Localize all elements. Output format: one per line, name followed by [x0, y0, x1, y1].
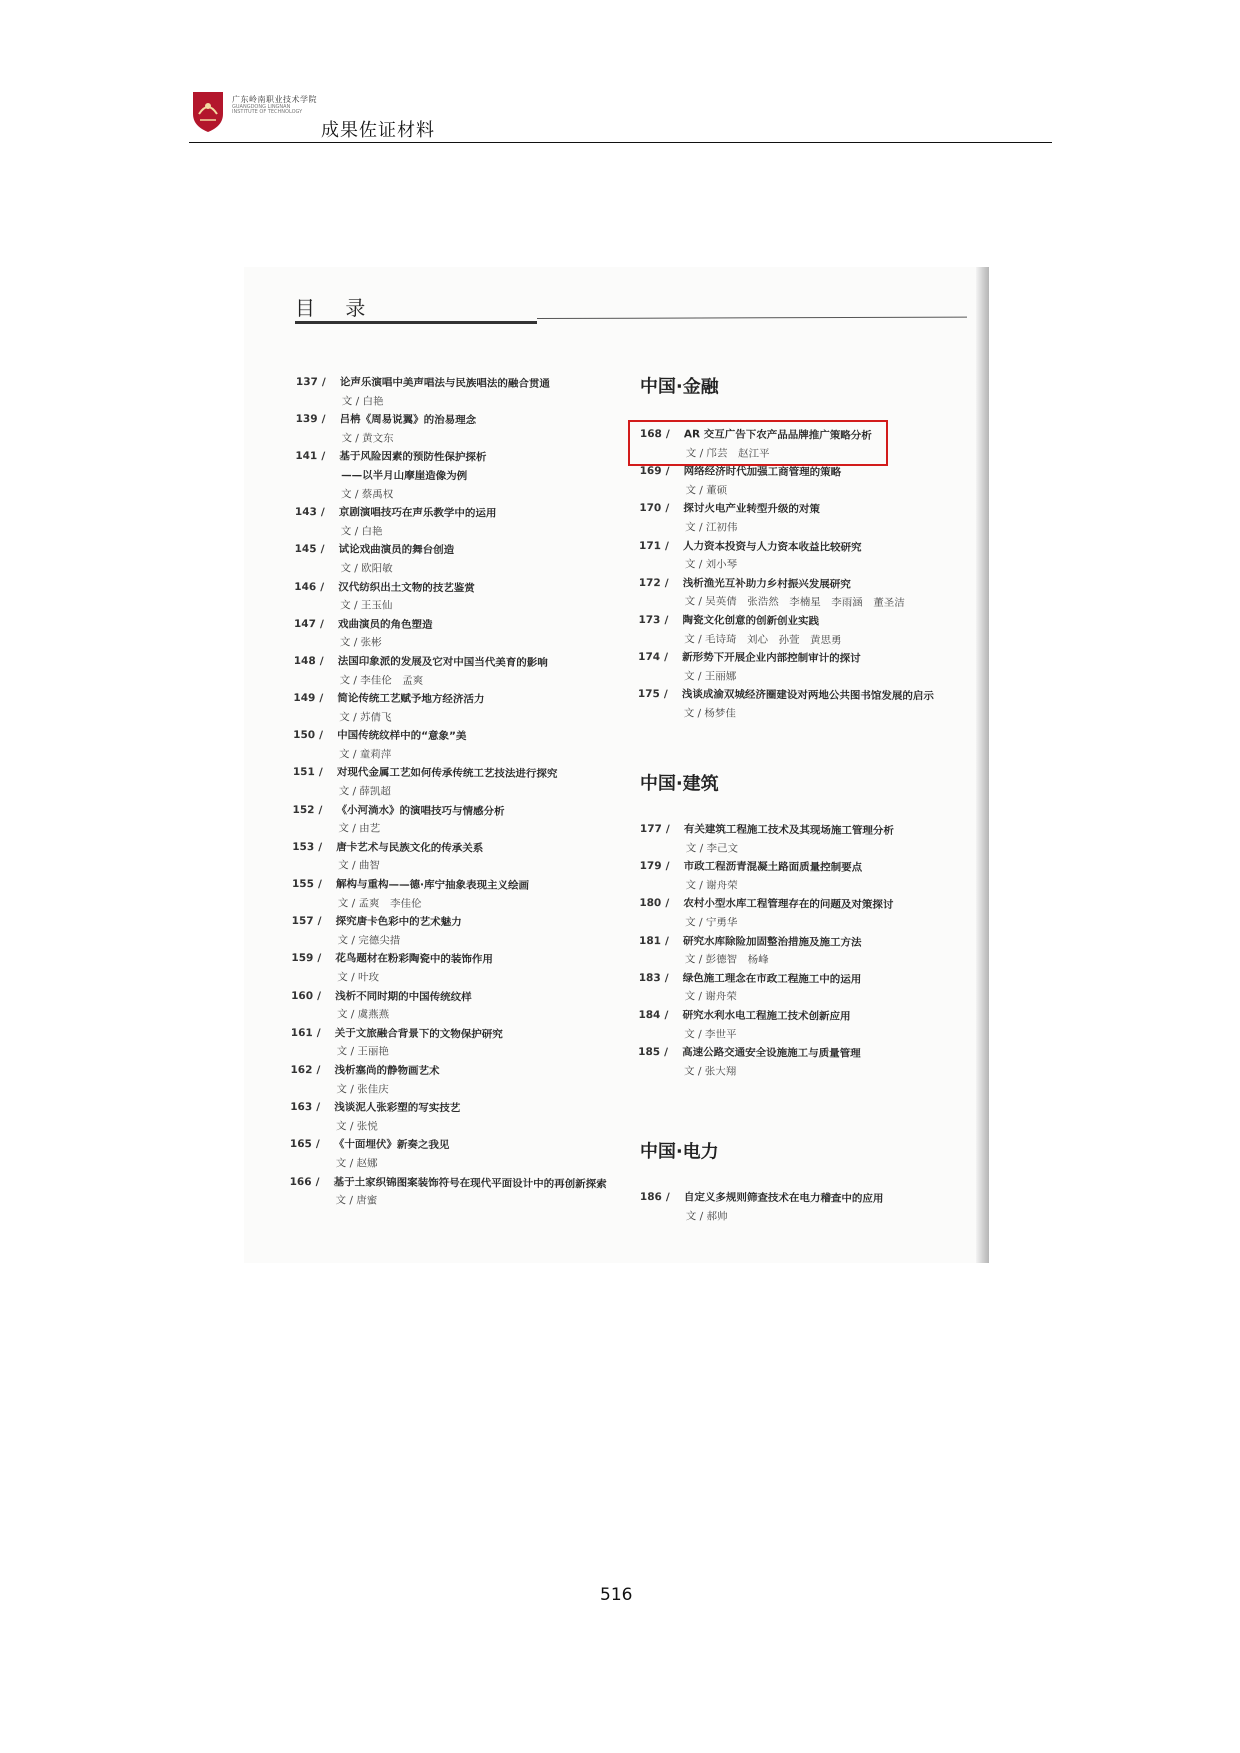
toc-entry-page: 159 — [291, 952, 314, 965]
toc-entry-title-line — [290, 1173, 607, 1194]
toc-entry-title: 法国印象派的发展及它对中国当代美育的影响 — [337, 655, 548, 669]
toc-entry-title-line — [290, 1061, 607, 1082]
toc-entry-author: 文 / 李世平 — [684, 1027, 737, 1041]
toc-entry-title: 浅析塞尚的静物画艺术 — [334, 1064, 440, 1078]
toc-entry — [292, 801, 609, 841]
toc-entry-title: 京剧演唱技巧在声乐教学中的运用 — [338, 506, 497, 520]
toc-entry-title-line — [292, 838, 609, 859]
toc-entry-page: 172 — [638, 576, 661, 589]
toc-entry — [639, 932, 893, 971]
toc-entry-author: 文 / 欧阳敏 — [340, 562, 393, 575]
toc-entry — [638, 611, 934, 651]
toc-entry — [639, 462, 935, 502]
toc-entry-slash: / — [316, 1101, 321, 1114]
toc-entry-title: 陶瓷文化创意的创新创业实践 — [682, 614, 820, 628]
toc-entry-author: 文 / 吴英倩 张浩然 李楠星 李雨涵 董圣洁 — [684, 595, 905, 610]
toc-entry-slash: / — [664, 651, 669, 664]
toc-entry-slash: / — [320, 543, 325, 556]
toc-entry — [293, 763, 610, 803]
toc-entry-title: 有关建筑工程施工技术及其现场施工管理分析 — [683, 823, 894, 837]
toc-entry — [638, 1043, 892, 1082]
toc-entry-title-line — [294, 652, 611, 673]
toc-entry-slash: / — [318, 803, 323, 816]
toc-entry-page: 150 — [293, 729, 316, 742]
toc-entry-author: 文 / 叶玫 — [337, 971, 380, 984]
toc-entry-author: 文 / 王丽艳 — [336, 1045, 389, 1059]
toc-entry-title: 论声乐演唱中美声唱法与民族唱法的融合贯通 — [339, 376, 550, 390]
toc-entry-author: 文 / 郝帅 — [685, 1209, 728, 1223]
toc-entry-page: 186 — [639, 1190, 662, 1204]
toc-entry-slash: / — [320, 580, 325, 593]
toc-entry-slash: / — [664, 614, 669, 627]
toc-entry-page: 184 — [638, 1008, 661, 1022]
section-title-power: 中国·电力 — [639, 1140, 719, 1163]
toc-entry-title: 《十面埋伏》新奏之我见 — [333, 1138, 450, 1152]
toc-entry-slash: / — [315, 1138, 320, 1151]
toc-entry-author: 文 / 白艳 — [341, 394, 384, 408]
toc-entry-title-line — [295, 540, 612, 561]
toc-entry-title: 人力资本投资与人力资本收益比较研究 — [683, 539, 862, 554]
toc-entry-slash: / — [318, 766, 323, 779]
toc-entry-slash: / — [665, 823, 670, 836]
section-list-finance — [638, 425, 936, 725]
toc-entry-page: 151 — [292, 766, 315, 779]
toc-entry-author: 文 / 董硕 — [685, 484, 728, 497]
toc-entry-page: 181 — [639, 934, 662, 947]
toc-entry-slash: / — [665, 860, 670, 873]
toc-entry-author: 文 / 张大翔 — [683, 1065, 737, 1078]
toc-entry — [639, 969, 893, 1008]
toc-entry-title-line — [638, 611, 934, 632]
toc-entry-slash: / — [321, 413, 326, 426]
toc-entry-author: 文 / 谢舟荣 — [684, 990, 737, 1004]
toc-entry-author: 文 / 童莉萍 — [338, 748, 392, 761]
toc-entry-page: 155 — [291, 878, 314, 891]
toc-entry-slash: / — [321, 376, 326, 389]
toc-entry-title: 绿色施工理念在市政工程施工中的运用 — [682, 972, 862, 986]
toc-entry — [294, 540, 611, 580]
toc-entry-author: 文 / 邝芸 赵江平 — [685, 446, 770, 460]
toc-entry-title-line — [640, 820, 894, 841]
toc-entry-slash: / — [318, 841, 323, 854]
toc-entry-title-line — [290, 1098, 607, 1119]
toc-entry — [295, 503, 612, 543]
toc-entry-title-line — [293, 689, 610, 710]
toc-entry — [291, 949, 608, 989]
toc-entry-page: 152 — [292, 803, 315, 816]
toc-entry-title-line — [291, 987, 608, 1008]
toc-entry — [292, 875, 609, 915]
toc-entry-slash: / — [664, 971, 669, 984]
toc-entry-title: 浅析渔光互补助力乡村振兴发展研究 — [682, 577, 851, 591]
toc-entry-title: 戏曲演员的角色塑造 — [337, 618, 433, 631]
toc-entry-title-line — [295, 503, 612, 524]
toc-entry-slash: / — [665, 465, 670, 478]
toc-entry-title-line — [293, 763, 610, 784]
toc-entry-slash: / — [316, 1064, 321, 1077]
toc-entry — [296, 373, 613, 413]
toc-entry-author: 文 / 江初伟 — [685, 521, 738, 534]
toc-entry-title: 浅谈成渝双城经济圈建设对两地公共图书馆发展的启示 — [681, 688, 934, 703]
toc-entry-page: 171 — [639, 539, 662, 552]
page-number: 516 — [600, 1585, 633, 1605]
toc-entry-author: 文 / 宁勇华 — [685, 916, 738, 929]
toc-entry — [291, 987, 608, 1027]
toc-entry-title: 唐卡艺术与民族文化的传承关系 — [336, 841, 484, 855]
toc-entry-title-line — [292, 912, 609, 933]
toc-heading-rule — [295, 321, 537, 324]
toc-entry — [291, 1024, 608, 1064]
school-logo-icon — [190, 88, 226, 134]
toc-entry-title: 汉代纺织出土文物的技艺鉴赏 — [338, 580, 475, 594]
toc-entry-title-line — [293, 726, 610, 747]
toc-entry-title: 浅析不同时期的中国传统纹样 — [335, 989, 472, 1003]
toc-entry — [294, 578, 611, 618]
toc-entry — [291, 912, 608, 952]
toc-entry-title: 对现代金属工艺如何传承传统工艺技法进行探究 — [336, 766, 558, 781]
toc-entry-title: 简论传统工艺赋予地方经济活力 — [337, 692, 485, 706]
toc-entry-title: 吕柟《周易说翼》的治易理念 — [339, 413, 477, 427]
toc-entry — [293, 689, 610, 729]
toc-entry-slash: / — [664, 1046, 669, 1059]
toc-entry-slash: / — [317, 915, 322, 928]
toc-entry-page: 180 — [639, 897, 662, 910]
toc-entry-title-line — [291, 1024, 608, 1045]
toc-entry-author: 文 / 李佳伦 孟爽 — [339, 673, 424, 687]
toc-entry-slash: / — [319, 729, 324, 742]
toc-entry-title: 自定义多规则筛查技术在电力稽查中的应用 — [683, 1191, 884, 1205]
toc-entry-author: 文 / 毛诗琦 刘心 孙萱 黄思勇 — [684, 632, 842, 647]
toc-entry-title: 农村小型水库工程管理存在的问题及对策探讨 — [683, 897, 894, 912]
highlight-box — [628, 420, 888, 466]
toc-left-column — [289, 373, 613, 1212]
toc-entry-page: 153 — [292, 840, 315, 854]
scanned-page-edge — [976, 267, 989, 1263]
toc-entry-author: 文 / 赵娜 — [335, 1157, 378, 1170]
toc-entry-page: 165 — [289, 1138, 312, 1151]
toc-entry-slash: / — [319, 655, 324, 668]
toc-entry-page: 139 — [295, 413, 318, 426]
toc-entry-title-line — [639, 969, 893, 990]
toc-entry-title: 网络经济时代加强工商管理的策略 — [683, 465, 842, 479]
toc-entry-title: 试论戏曲演员的舞台创造 — [338, 543, 455, 557]
toc-entry — [290, 1061, 607, 1101]
toc-entry — [638, 1006, 892, 1045]
toc-entry-author: 文 / 刘小琴 — [684, 558, 738, 571]
toc-entry-slash: / — [315, 1175, 320, 1188]
toc-entry-title-line — [638, 1043, 892, 1064]
toc-entry-slash: / — [317, 878, 322, 891]
toc-entry-title-line — [290, 1135, 607, 1156]
toc-entry-author: 文 / 李己文 — [685, 841, 739, 855]
toc-entry — [639, 537, 935, 577]
toc-entry-slash: / — [320, 506, 325, 519]
toc-entry-slash: / — [664, 1009, 669, 1022]
toc-entry-page: 143 — [294, 506, 317, 519]
toc-entry — [640, 820, 894, 859]
toc-entry — [294, 615, 611, 655]
section-list-power — [640, 1188, 884, 1227]
toc-entry-title: 中国传统纹样中的“意象”美 — [337, 729, 467, 743]
toc-entry-title: 关于文旅融合背景下的文物保护研究 — [334, 1027, 503, 1041]
toc-entry-page: 177 — [639, 822, 662, 836]
school-name-cn: 广东岭南职业技术学院 — [232, 95, 317, 104]
toc-entry-page: 149 — [293, 692, 316, 705]
toc-entry-title-line — [639, 574, 935, 595]
toc-entry-title: 研究水库除险加固整治措施及施工方法 — [683, 934, 862, 949]
toc-entry — [639, 857, 893, 896]
toc-entry-author: 文 / 苏倩飞 — [339, 711, 392, 724]
toc-entry — [639, 574, 935, 614]
toc-entry — [295, 447, 612, 505]
toc-entry-slash: / — [317, 989, 322, 1002]
toc-entry-author: 文 / 蔡禹权 — [341, 487, 394, 501]
toc-entry-title: 探究唐卡色彩中的艺术魅力 — [335, 915, 462, 929]
toc-entry — [293, 726, 610, 766]
toc-entry-slash: / — [665, 1191, 670, 1204]
toc-entry-page: 170 — [639, 502, 662, 515]
toc-entry-author: 文 / 曲智 — [338, 859, 380, 873]
toc-entry-title-line — [292, 875, 609, 896]
toc-entry-slash: / — [664, 576, 669, 589]
toc-entry-title: AR 交互广告下农产品品牌推广策略分析 — [683, 428, 872, 442]
toc-entry-page: 173 — [638, 613, 661, 627]
toc-entry-slash: / — [319, 692, 324, 705]
toc-entry-author: 文 / 张悦 — [336, 1120, 378, 1133]
toc-entry — [639, 894, 893, 933]
toc-entry-author: 文 / 谢舟荣 — [685, 879, 738, 892]
toc-entry-author: 文 / 王丽娜 — [683, 670, 737, 683]
toc-entry — [290, 1135, 607, 1175]
toc-entry-title-line — [295, 447, 612, 468]
toc-entry-page: 175 — [637, 688, 660, 701]
toc-entry-author: 文 / 虞燕燕 — [336, 1008, 390, 1021]
toc-entry-title: 市政工程沥青混凝土路面质量控制要点 — [683, 860, 863, 874]
toc-entry-title-line — [640, 857, 894, 878]
toc-entry-author: 文 / 孟爽 李佳伦 — [337, 896, 422, 910]
toc-entry-title-line — [639, 537, 935, 558]
toc-entry — [638, 648, 934, 688]
toc-entry-page: 162 — [290, 1063, 313, 1077]
toc-entry-title-line — [638, 685, 934, 706]
toc-entry-page: 166 — [289, 1175, 312, 1188]
toc-entry-slash: / — [665, 934, 669, 947]
toc-entry-slash: / — [321, 450, 326, 463]
toc-entry-slash: / — [665, 428, 670, 441]
toc-entry-title-line — [291, 949, 608, 970]
toc-entry-title-line — [639, 932, 893, 953]
toc-entry-page: 160 — [291, 989, 314, 1002]
toc-heading: 目 录 — [295, 296, 378, 320]
toc-entry — [638, 685, 934, 725]
toc-entry-title: 《小河淌水》的演唱技巧与情感分析 — [336, 803, 505, 818]
toc-entry-slash: / — [665, 897, 670, 910]
toc-entry-author: 文 / 白艳 — [340, 525, 383, 538]
toc-entry-author: 文 / 杨梦佳 — [683, 707, 737, 720]
toc-entry-page: 141 — [295, 450, 318, 463]
toc-entry-title: 基于土家织锦图案装饰符号在现代平面设计中的再创新探索 — [333, 1175, 607, 1190]
header-divider — [189, 142, 1052, 143]
toc-entry-author: 文 / 由艺 — [338, 822, 381, 835]
section-title-architecture: 中国·建筑 — [639, 772, 719, 795]
toc-entry — [290, 1098, 607, 1138]
toc-entry-title-line — [638, 1006, 892, 1027]
toc-entry-author: 文 / 张彬 — [339, 636, 382, 649]
toc-entry-slash: / — [663, 688, 668, 701]
toc-entry-title: 新形势下开展企业内部控制审计的探讨 — [682, 651, 861, 665]
toc-entry-page: 174 — [638, 651, 661, 664]
toc-entry-title-line — [640, 1188, 884, 1209]
toc-entry — [639, 499, 935, 539]
toc-entry-page: 157 — [291, 915, 314, 928]
toc-entry-title: 解构与重构——德·库宁抽象表现主义绘画 — [335, 878, 530, 892]
toc-entry-page: 168 — [639, 427, 662, 441]
toc-entry-title: 花鸟题材在粉彩陶瓷中的装饰作用 — [335, 952, 493, 966]
toc-entry — [294, 652, 611, 692]
toc-entry — [640, 1188, 884, 1227]
toc-entry-title: 基于风险因素的预防性保护探析 — [339, 450, 487, 464]
toc-entry-title-line — [638, 648, 934, 669]
toc-entry-title-line — [296, 373, 613, 394]
toc-entry-author: 文 / 完德尖措 — [337, 934, 401, 947]
toc-entry-page: 183 — [638, 971, 661, 984]
toc-entry-slash: / — [317, 952, 322, 965]
school-name — [232, 96, 317, 115]
school-name-en-2: INSTITUTE OF TECHNOLOGY — [232, 109, 303, 115]
toc-entry-slash: / — [316, 1026, 321, 1039]
toc-entry-author: 文 / 薛凯超 — [338, 785, 391, 798]
toc-entry-slash: / — [665, 539, 669, 552]
toc-entry — [295, 410, 612, 450]
toc-entry-subtitle: ——以半月山摩崖造像为例 — [341, 469, 468, 483]
toc-entry-title: 高速公路交通安全设施施工与质量管理 — [682, 1046, 861, 1060]
toc-entry-title-line — [294, 578, 611, 599]
toc-entry-page: 163 — [290, 1101, 313, 1114]
toc-entry-page: 148 — [293, 654, 316, 668]
toc-entry-title-line — [294, 615, 611, 636]
school-name-en-1: GUANGDONG LINGNAN — [232, 104, 291, 110]
toc-entry-title-line — [296, 410, 613, 431]
toc-entry-author: 文 / 唐蜜 — [335, 1194, 378, 1207]
toc-entry-page: 145 — [294, 543, 317, 556]
toc-entry-title: 浅谈泥人张彩塑的写实技艺 — [334, 1101, 461, 1115]
section-list-architecture — [638, 820, 894, 1082]
toc-entry — [292, 838, 609, 878]
document-title: 成果佐证材料 — [321, 120, 435, 141]
toc-entry-title: 探讨火电产业转型升级的对策 — [683, 502, 820, 516]
toc-entry-author: 文 / 黄文东 — [341, 432, 394, 445]
toc-entry-page: 147 — [293, 617, 316, 630]
section-title-finance: 中国·金融 — [639, 375, 719, 398]
toc-entry-slash: / — [319, 617, 324, 630]
toc-entry-title-line — [639, 894, 893, 915]
toc-entry-page: 146 — [294, 580, 317, 593]
toc-entry-slash: / — [665, 502, 670, 515]
toc-entry-author: 文 / 王玉仙 — [340, 599, 393, 612]
toc-entry-page: 161 — [290, 1026, 313, 1039]
toc-entry-page: 137 — [295, 375, 318, 389]
toc-entry-page: 169 — [639, 465, 662, 478]
toc-entry-title-line — [639, 499, 935, 520]
toc-entry-title: 研究水利水电工程施工技术创新应用 — [682, 1009, 851, 1023]
toc-entry-author: 文 / 彭德智 杨峰 — [684, 953, 769, 967]
toc-entry-page: 185 — [638, 1046, 661, 1059]
toc-entry-title-line — [292, 801, 609, 822]
toc-entry — [289, 1173, 606, 1213]
toc-entry-page: 179 — [639, 860, 662, 873]
toc-entry-author: 文 / 张佳庆 — [336, 1082, 389, 1096]
